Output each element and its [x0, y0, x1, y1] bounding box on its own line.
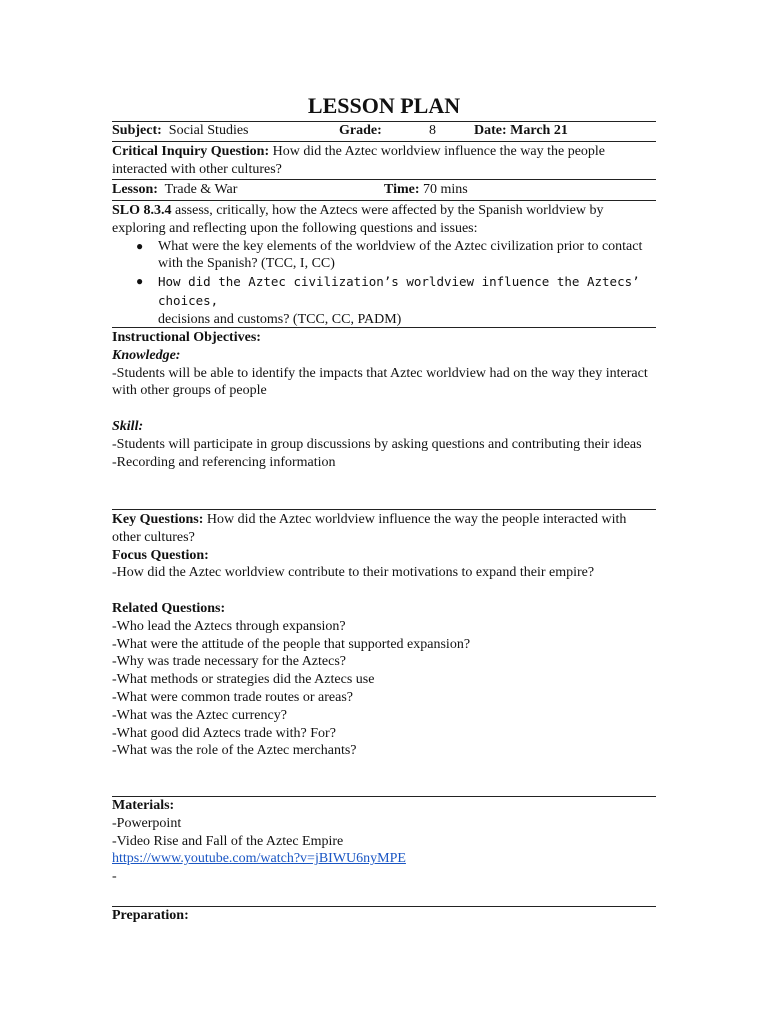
focus-question-label: Focus Question: — [112, 547, 209, 563]
time-label: Time: — [384, 182, 420, 197]
critical-inquiry-label: Critical Inquiry Question: — [112, 144, 270, 159]
page-title: LESSON PLAN — [307, 93, 461, 118]
list-item: -What good did Aztecs trade with? For? — [112, 725, 336, 741]
lesson-row — [112, 181, 656, 199]
skill-label: Skill: — [112, 418, 144, 434]
instructional-objectives-heading: Instructional Objectives: — [112, 330, 261, 345]
divider — [112, 141, 656, 142]
date-label: Date: March 21 — [474, 123, 568, 138]
list-item: -Who lead the Aztecs through expansion? — [112, 618, 346, 634]
slo-bullet-list — [112, 238, 656, 329]
list-item: ● How did the Aztec civilization’s worldview influence the Aztecs’ choices, decisions and customs? (TCC, CC, PADM) — [136, 274, 640, 327]
grade-label: Grade: — [339, 123, 382, 138]
critical-inquiry-question — [112, 143, 656, 179]
skill-item: -Recording and referencing information — [112, 454, 336, 470]
divider — [112, 200, 656, 201]
lesson-field — [112, 181, 237, 199]
header-row — [112, 122, 656, 140]
list-item: -What were common trade routes or areas? — [112, 689, 353, 705]
related-questions-label: Related Questions: — [112, 600, 226, 616]
time-field — [384, 181, 468, 199]
key-questions-section — [112, 511, 656, 760]
key-questions-label: Key Questions: — [112, 512, 204, 527]
preparation-section — [112, 907, 656, 925]
list-item: -What methods or strategies did the Aztecs use — [112, 672, 375, 688]
list-item: -Powerpoint — [112, 815, 182, 831]
skill-item: -Students will participate in group discussions by asking questions and contributing their ideas — [112, 436, 642, 452]
bullet-icon: ● — [136, 274, 144, 289]
slo-label: SLO 8.3.4 — [112, 203, 172, 218]
slo-paragraph — [112, 202, 656, 238]
critical-inquiry-text: How did the Aztec worldview influence the way the people interacted with other cultures? — [112, 144, 606, 177]
list-item: - — [112, 869, 117, 885]
preparation-label: Preparation: — [112, 908, 189, 923]
divider — [112, 327, 656, 328]
slo-text: assess, critically, how the Aztecs were affected by the Spanish worldview by exploring and reflecting upon the following questions and issues: — [112, 203, 604, 236]
instructional-objectives-section — [112, 329, 656, 471]
lesson-label: Lesson: — [112, 182, 158, 197]
list-item: -Why was trade necessary for the Aztecs? — [112, 654, 347, 670]
key-questions-paragraph — [112, 511, 656, 547]
divider — [112, 179, 656, 180]
bullet-icon: ● — [136, 238, 144, 253]
subject-label: Subject: — [112, 123, 162, 138]
subject-field — [112, 122, 249, 140]
time-value: 70 mins — [423, 182, 468, 197]
materials-label: Materials: — [112, 798, 175, 813]
list-item: ● What were the key elements of the worldview of the Aztec civilization prior to contact with the Spanish? (TCC, I, CC) — [136, 238, 643, 272]
materials-section — [112, 797, 656, 886]
knowledge-label: Knowledge: — [112, 347, 181, 363]
focus-question-text: -How did the Aztec worldview contribute to their motivations to expand their empire? — [112, 565, 595, 581]
grade-value: 8 — [429, 123, 436, 138]
key-questions-text: How did the Aztec worldview influence the way the people interacted with other cultures? — [112, 512, 627, 545]
divider — [112, 509, 656, 510]
slo-section — [112, 202, 656, 329]
list-item: -What was the role of the Aztec merchants? — [112, 743, 357, 759]
subject-value: Social Studies — [168, 123, 249, 138]
list-item: -What was the Aztec currency? — [112, 707, 287, 723]
knowledge-text: -Students will be able to identify the impacts that Aztec worldview had on the way they interact with other groups of people — [112, 365, 648, 399]
video-link[interactable]: https://www.youtube.com/watch?v=jBIWU6nyMPE — [112, 851, 406, 867]
list-item: -What were the attitude of the people that supported expansion? — [112, 636, 471, 652]
lesson-value: Trade & War — [164, 182, 238, 197]
list-item: -Video Rise and Fall of the Aztec Empire — [112, 833, 344, 849]
